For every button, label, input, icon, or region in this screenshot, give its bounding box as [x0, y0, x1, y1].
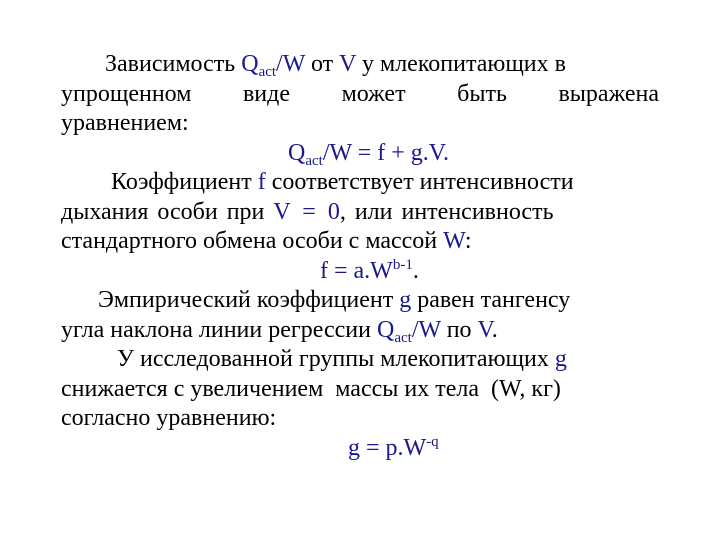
equation-1-q: Q — [288, 139, 306, 166]
paragraph-1-line-1 — [61, 50, 659, 80]
text-run: Эмпирический коэффициент — [98, 287, 400, 313]
paragraph-3-line-1 — [61, 286, 659, 316]
equation-1-rest: /W = f + g.V. — [322, 139, 450, 166]
equation-2 — [61, 257, 659, 287]
v-symbol: V — [339, 51, 357, 77]
paragraph-2-line-3 — [61, 227, 659, 257]
text-run: Коэффициент — [111, 169, 258, 195]
paragraph-2-line-1 — [61, 168, 659, 198]
equation-3 — [61, 434, 659, 464]
v-equals-zero: V = 0 — [273, 198, 340, 225]
g-symbol: g — [399, 287, 412, 313]
text-run: Зависимость — [105, 51, 242, 77]
q-subscript: act — [258, 64, 277, 80]
text-run: дыхания особи при — [61, 198, 274, 225]
text-run: у млекопитающих в — [356, 51, 566, 77]
equation-3-exponent: -q — [426, 433, 439, 450]
text-run: от — [304, 51, 340, 77]
text-run: соответствует интенсивности — [265, 169, 574, 195]
text-run: У исследованной группы млекопитающих — [117, 346, 555, 372]
paragraph-1-line-3: уравнением: — [61, 110, 189, 136]
text-run: равен тангенсу — [411, 287, 571, 313]
g-symbol: g — [554, 346, 567, 372]
text-run: по — [440, 316, 478, 343]
q-subscript: act — [394, 329, 412, 346]
equation-1 — [61, 139, 659, 169]
slash-w-symbol: /W — [276, 51, 305, 77]
paragraph-1-line-2: упрощенном виде может быть выражена — [61, 80, 659, 107]
paragraph-4-line-3: согласно уравнению: — [61, 405, 277, 431]
paragraph-4-line-2: снижается с увеличением массы их тела (W, кг) — [61, 375, 561, 402]
w-symbol: W — [443, 228, 465, 254]
text-run: стандартного обмена особи с массой — [61, 228, 444, 254]
paragraph-3-line-2 — [61, 316, 659, 346]
v-symbol: V — [477, 316, 492, 343]
q-symbol: Q — [241, 51, 259, 77]
equation-2-base: f = a.W — [320, 257, 393, 284]
slide-text-body — [61, 50, 659, 463]
text-run: . — [491, 316, 498, 343]
equation-2-exponent: b-1 — [392, 256, 413, 273]
equation-2-end: . — [412, 257, 419, 284]
f-symbol: f — [257, 169, 266, 195]
text-run: : — [464, 228, 472, 254]
paragraph-2-line-2 — [61, 198, 659, 228]
text-run: , или интенсивность — [339, 198, 554, 225]
q-symbol: Q — [376, 316, 395, 343]
slash-w-symbol: /W — [411, 316, 441, 343]
equation-3-base: g = p.W — [348, 434, 427, 461]
equation-1-q-subscript: act — [305, 152, 323, 169]
paragraph-4-line-1 — [61, 345, 659, 375]
text-run: угла наклона линии регрессии — [61, 316, 377, 343]
